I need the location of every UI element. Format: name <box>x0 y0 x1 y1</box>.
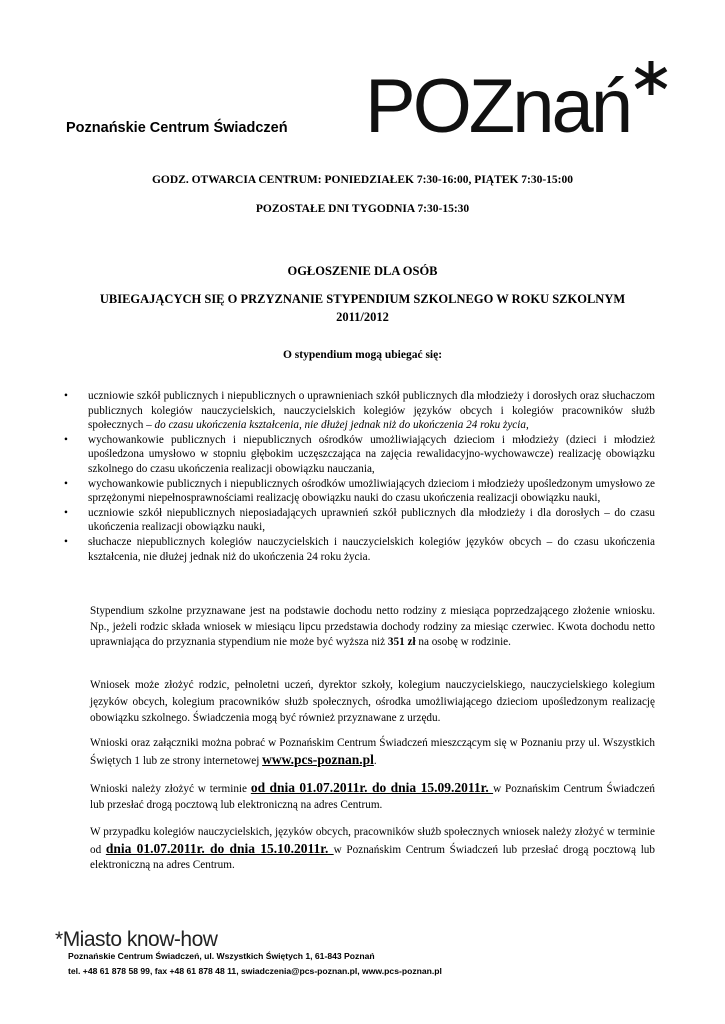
bullet-icon: • <box>64 433 68 446</box>
asterisk-icon: * <box>55 928 63 951</box>
footer-contact: tel. +48 61 878 58 99, fax +48 61 878 48 11, swiadczenia@pcs-poznan.pl, www.pcs-poznan.pl <box>68 966 442 976</box>
college-deadline-dates: dnia 01.07.2011r. do dnia 15.10.2011r. <box>105 840 334 856</box>
opening-hours-line1: GODZ. OTWARCIA CENTRUM: PONIEDZIAŁEK 7:30-16:00, PIĄTEK 7:30-15:00 <box>151 174 574 186</box>
deadline-paragraph: Wnioski należy złożyć w terminie od dnia 01.07.2011r. do dnia 15.09.2011r. w Poznańskim Centrum Świadczeń lub przesłać drogą pocztową lub elektroniczną na adres Centrum. <box>90 780 655 811</box>
slogan: *Miasto know-how <box>55 928 218 951</box>
list-item: • wychowankowie publicznych i niepublicznych ośrodków umożliwiających dzieciom i młodzieży (dzieci i młodzież upośledzona umysłowo w stopniu głębokim uczęszczająca na zajęcia rewalidacyjno-wychowawcze) realizację obowiązku szkolnego do czasu ukończenia realizacji obowiązku nauczania, <box>64 433 655 475</box>
bullet-icon: • <box>64 506 68 519</box>
eligibility-lead: O stypendium mogą ubiegać się: <box>282 349 443 361</box>
poznan-logo <box>365 62 670 149</box>
college-deadline-paragraph: W przypadku kolegiów nauczycielskich, języków obcych, pracowników służb społecznych wniosek należy złożyć w terminie od dnia 01.07.2011r. do dnia 15.10.2011r. w Poznańskim Centrum Świadczeń lub przesłać drogą pocztową lub elektroniczną na adres Centrum. <box>90 826 655 871</box>
list-item: • uczniowie szkół publicznych i niepublicznych o uprawnieniach szkół publicznych dla młodzieży i dorosłych oraz słuchaczom publicznych kolegiów nauczycielskich, nauczycielskich kolegiów języków obcych i kolegiów pracowników służb społecznych – do czasu ukończenia kształcenia, nie dłużej jednak niż do ukończenia 24 roku życia, <box>64 390 655 432</box>
forms-paragraph: Wnioski oraz załączniki można pobrać w Poznańskim Centrum Świadczeń mieszczącym się w Poznaniu przy ul. Wszystkich Świętych 1 lub ze strony internetowej www.pcs-poznan.pl. <box>90 737 655 767</box>
list-item: • słuchacze niepublicznych kolegiów nauczycielskich i nauczycielskich kolegiów języków obcych – do czasu ukończenia kształcenia, nie dłużej jednak niż do ukończenia 24 roku życia. <box>64 535 655 563</box>
bullet-icon: • <box>64 477 68 490</box>
logo-wordmark: POZnań <box>365 64 631 149</box>
bullet-icon: • <box>64 535 68 548</box>
income-paragraph: Stypendium szkolne przyznawane jest na podstawie dochodu netto rodziny z miesiąca poprzedzającego złożenie wniosku. Np., jeżeli rodzic składa wniosek w miesiącu lipcu przedstawia dochody rodziny za miesiąc czerwiec. Kwota dochodu netto uprawniająca do przyznania stypendium nie może być wyższa niż 351 zł na osobę w rodzinie. <box>90 605 655 648</box>
deadline-dates: od dnia 01.07.2011r. do dnia 15.09.2011r. <box>250 780 494 795</box>
list-item: • uczniowie szkół niepublicznych nieposiadających uprawnień szkół publicznych dla młodzieży i dla dorosłych – do czasu ukończenia realizacji obowiązku nauki, <box>64 506 655 534</box>
eligibility-list <box>64 389 655 564</box>
bullet-icon: • <box>64 390 68 402</box>
announcement-subtitle: UBIEGAJĄCYCH SIĘ O PRZYZNANIE STYPENDIUM SZKOLNEGO W ROKU SZKOLNYM 2011/2012 <box>99 292 626 324</box>
footer-address: Poznańskie Centrum Świadczeń, ul. Wszystkich Świętych 1, 61-843 Poznań <box>68 951 375 961</box>
announcement-title: OGŁOSZENIE DLA OSÓB <box>287 264 438 278</box>
website-link[interactable]: www.pcs-poznan.pl <box>262 751 374 767</box>
opening-hours-line2: POZOSTAŁE DNI TYGODNIA 7:30-15:30 <box>255 203 470 215</box>
list-item: • wychowankowie publicznych i niepublicznych ośrodków umożliwiających dzieciom i młodzieży upośledzonym umysłowo ze sprzężonymi niepełnosprawnościami realizację obowiązku nauki do czasu ukończenia realizacji obowiązku nauki, <box>64 477 655 505</box>
applicant-paragraph: Wniosek może złożyć rodzic, pełnoletni uczeń, dyrektor szkoły, kolegium nauczycielskiego, nauczycielskiego kolegium języków obcych, kolegium pracowników służb społecznych, ośrodka umożliwiającego dzieciom upośledzonym realizację obowiązku szkolnego. Świadczenia mogą być również przyznawane z urzędu. <box>90 679 655 724</box>
asterisk-icon <box>633 60 669 96</box>
organization-name: Poznańskie Centrum Świadczeń <box>66 120 288 136</box>
